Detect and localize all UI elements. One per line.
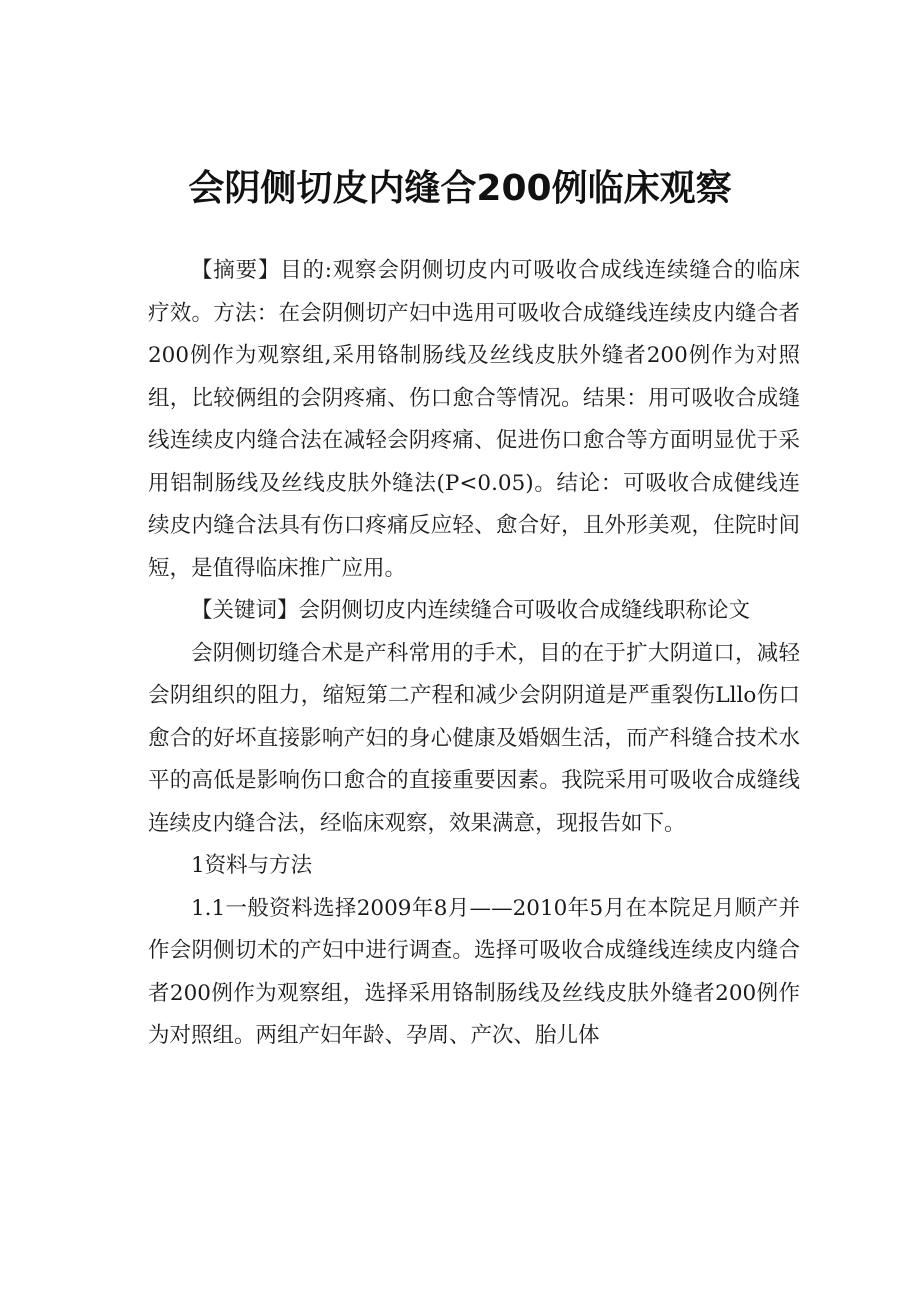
keywords-label: 【关键词】: [191, 598, 299, 623]
abstract-label: 【摘要】: [191, 258, 281, 283]
document-title: 会阴侧切皮内缝合200例临床观察: [188, 168, 732, 209]
abstract-text: 目的:观察会阴侧切皮内可吸收合成线连续缝合的临床疗效。方法：在会阴侧切产妇中选用可吸收合成缝线连续皮内缝合者200例作为观察组,采用铬制肠线及丝线皮肤外缝者200例作为对照组，比较俩组的会阴疼痛、伤口愈合等情况。结果：用可吸收合成缝线连续皮内缝合法在减轻会阴疼痛、促进伤口愈合等方面明显优于采用铝制肠线及丝线皮肤外缝法(P<0.05)。结论：可吸收合成健线连续皮内缝合法具有伤口疼痛反应轻、愈合好，且外形美观，住院时间短，是值得临床推广应用。: [148, 258, 800, 581]
abstract-paragraph: [148, 250, 800, 590]
section-heading: 1资料与方法: [191, 853, 313, 878]
keywords-paragraph: [148, 590, 800, 633]
general-info-paragraph: 1.1一般资料选择2009年8月——2010年5月在本院足月顺产并作会阴侧切术的产妇中进行调查。选择可吸收合成缝线连续皮内缝合者200例作为观察组，选择采用铬制肠线及丝线皮肤外缝者200例作为对照组。两组产妇年龄、孕周、产次、胎儿体: [148, 895, 800, 1048]
intro-paragraph: 会阴侧切缝合术是产科常用的手术，目的在于扩大阴道口，减轻会阴组织的阻力，缩短第二产程和减少会阴阴道是严重裂伤Lllo伤口愈合的好坏直接影响产妇的身心健康及婚姻生活，而产科缝合技术水平的高低是影响伤口愈合的直接重要因素。我院采用可吸收合成缝线连续皮内缝合法，经临床观察，效果满意，现报告如下。: [148, 640, 800, 836]
document-body: [148, 250, 800, 1058]
keywords-text: 会阴侧切皮内连续缝合可吸收合成缝线职称论文: [298, 598, 751, 623]
